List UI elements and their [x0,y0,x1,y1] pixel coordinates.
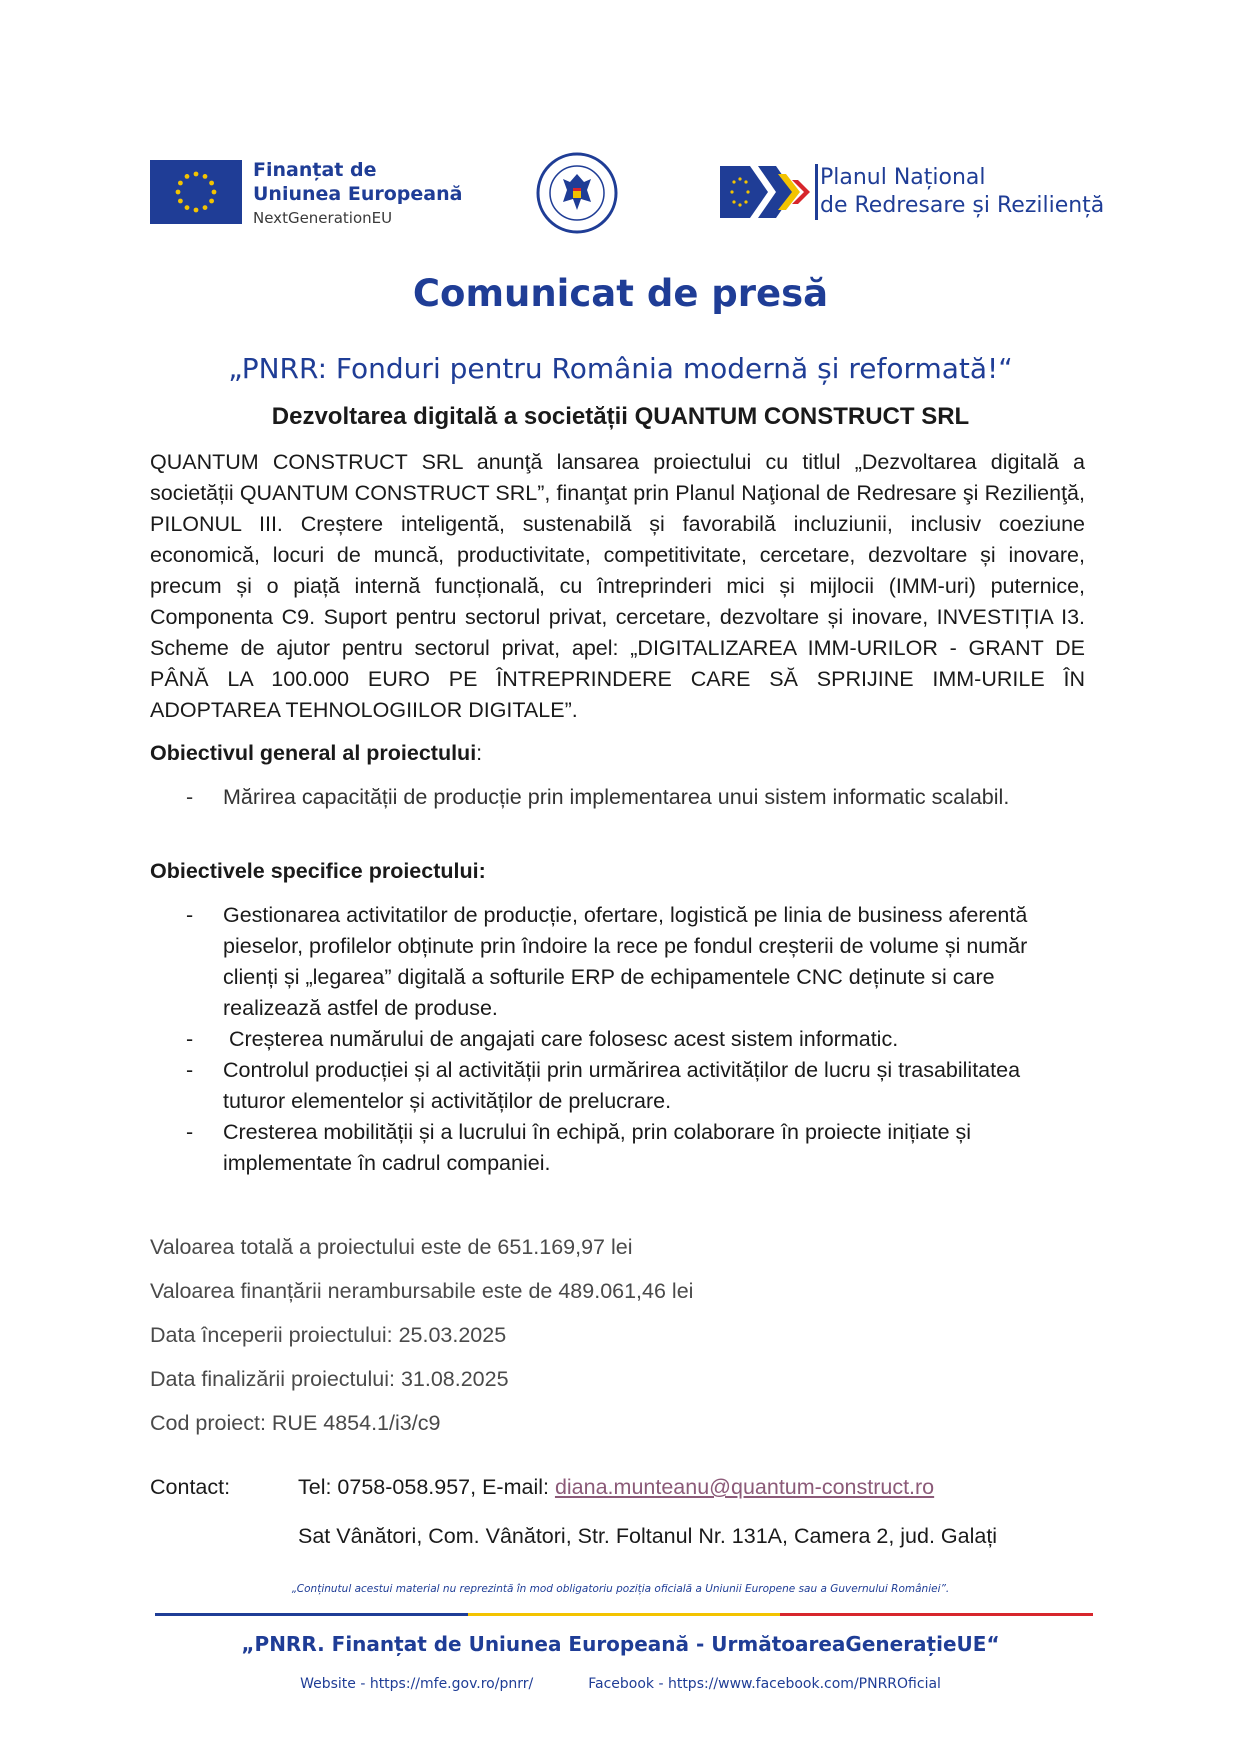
list-item: - Controlul producției și al activității prin urmărirea activităților de lucru și trasabilitatea tuturor elementelor și activităților de prelucrare. [150,1055,1065,1117]
contact-label: Contact: [150,1475,231,1499]
email-link[interactable]: diana.munteanu@quantum-construct.ro [554,1475,935,1499]
project-code: Cod proiect: RUE 4854.1/i3/c9 [150,1411,441,1435]
guvernul-romaniei-seal-icon [536,152,618,234]
specific-objectives-heading: Obiectivele specifice proiectului: [150,859,486,883]
eu-line-3: NextGenerationEU [253,209,393,227]
facebook-link[interactable]: Facebook - https://www.facebook.com/PNRROficial [588,1676,941,1692]
general-objective-list [150,782,1085,813]
pnrr-label [820,164,1104,220]
list-item: - Cresterea mobilității și a lucrului în echipă, prin colaborare în proiecte inițiate și implementate în cadrul companiei. [150,1117,1065,1179]
list-item: - Mărirea capacității de producție prin implementarea unui sistem informatic scalabil. [150,782,1085,813]
general-objective-heading [150,738,1085,769]
project-facts [150,1225,693,1445]
specific-objectives-list [150,900,1065,1179]
start-date: Data începerii proiectului: 25.03.2025 [150,1323,507,1347]
eu-line-1: Finanțat de [253,159,377,181]
slogan: „PNRR: Fonduri pentru România modernă și reformată!“ [228,352,1013,385]
footer-links [0,1676,1241,1692]
contact-phone-email [298,1475,934,1500]
project-title: Dezvoltarea digitală a societății QUANTUM CONSTRUCT SRL [271,403,970,430]
end-date: Data finalizării proiectului: 31.08.2025 [150,1367,509,1391]
eu-flag-icon [150,160,242,224]
page-title: Comunicat de presă [412,272,829,315]
list-item: - Gestionarea activitatilor de producție, ofertare, logistică pe linia de business aferentă pieselor, profilelor obținute prin îndoire la rece pe fondul creșterii de volume și număr clienți și „legarea” digitală a softurile ERP de echipamentele CNC deținute si care realizează astfel de produse. [150,900,1065,1024]
contact-address: Sat Vânători, Com. Vânători, Str. Foltanul Nr. 131A, Camera 2, jud. Galați [298,1524,998,1548]
eu-line-2: Uniunea Europeană [253,183,463,205]
intro-paragraph: QUANTUM CONSTRUCT SRL anunţă lansarea proiectului cu titlul „Dezvoltarea digitală a societății QUANTUM CONSTRUCT SRL”, finanţat prin Planul Naţional de Redresare şi Rezilienţă, PILONUL III. Creștere inteligentă, sustenabilă și favorabilă incluziunii, inclusiv coeziune economică, locuri de muncă, productivitate, competitivitate, cercetare, dezvoltare și inovare, precum și o piață internă funcțională, cu întreprinderi mici și mijlocii (IMM-uri) puternice, Componenta C9. Suport pentru sectorul privat, cercetare, dezvoltare și inovare, INVESTIȚIA I3. Scheme de ajutor pentru sectorul privat, apel: „DIGITALIZAREA IMM-URILOR - GRANT DE PÂNĂ LA 100.000 EURO PE ÎNTREPRINDERE CARE SĂ SPRIJINE IMM-URILE ÎN ADOPTAREA TEHNOLOGIILOR DIGITALE”. [150,450,1085,722]
tricolor-divider [155,1613,1093,1616]
pnrr-line-2: de Redresare și Reziliență [820,193,1105,218]
general-objective-heading-text: Obiectivul general al proiectului [150,741,477,765]
pnrr-line-1: Planul Național [820,165,986,190]
pnrr-logo-icon [720,162,812,222]
funding-value: Valoarea finanțării nerambursabile este de 489.061,46 lei [150,1279,694,1303]
total-value: Valoarea totală a proiectului este de 651.169,97 lei [150,1235,633,1259]
contact-phone: Tel: 0758-058.957, E-mail: [298,1475,555,1499]
website-link[interactable]: Website - https://mfe.gov.ro/pnrr/ [300,1676,534,1692]
list-item: - Creșterea numărului de angajati care folosesc acest sistem informatic. [150,1024,1065,1055]
disclaimer: „Conținutul acestui material nu reprezintă în mod obligatoriu poziția oficială a Uniunii Europene sau a Guvernului României”. [291,1583,950,1595]
footer-slogan: „PNRR. Finanțat de Uniunea Europeană - UrmătoareaGenerațieUE“ [241,1632,1000,1656]
eu-funding-label [253,158,462,230]
pnrr-separator [815,164,818,220]
general-objective-colon: : [476,741,483,765]
